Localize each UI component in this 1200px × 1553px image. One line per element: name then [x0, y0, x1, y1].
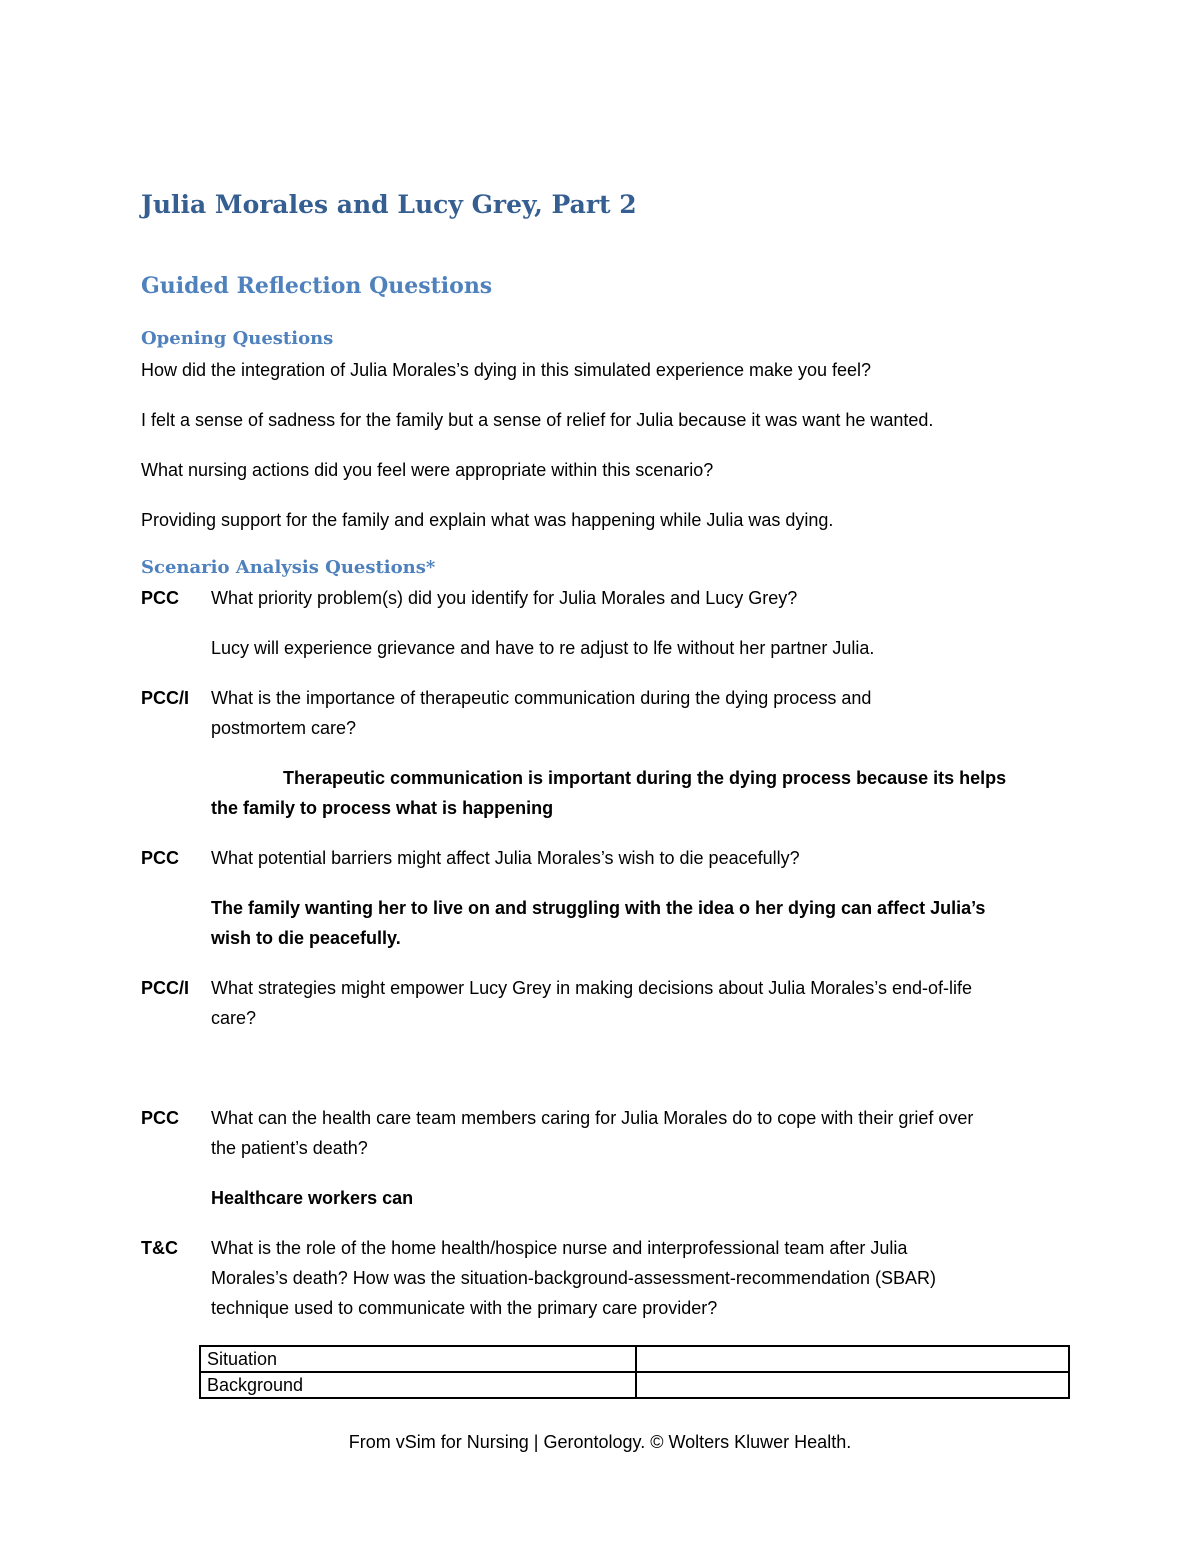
sbar-label-background: Background [200, 1372, 636, 1398]
table-row [200, 1372, 1069, 1398]
scenario-question: What potential barriers might affect Julia Morales’s wish to die peacefully? [211, 848, 800, 868]
table-row [200, 1346, 1069, 1372]
sbar-value-situation [636, 1346, 1069, 1372]
scenario-question-continued: technique used to communicate with the primary care provider? [211, 1298, 718, 1318]
opening-questions-heading: Opening Questions [141, 328, 334, 349]
question-tag: T&C [141, 1238, 178, 1258]
scenario-answer-continued: wish to die peacefully. [211, 928, 401, 948]
opening-question-2: What nursing actions did you feel were appropriate within this scenario? [141, 460, 714, 480]
scenario-question: What is the importance of therapeutic communication during the dying process and [211, 688, 872, 708]
scenario-answer: The family wanting her to live on and struggling with the idea o her dying can affect Julia’s [211, 898, 986, 918]
scenario-answer-continued: the family to process what is happening [211, 798, 554, 818]
sbar-label-situation: Situation [200, 1346, 636, 1372]
page-footer: From vSim for Nursing | Gerontology. © Wolters Kluwer Health. [348, 1432, 852, 1452]
question-tag: PCC [141, 588, 180, 608]
scenario-answer: Healthcare workers can [211, 1188, 414, 1208]
question-tag: PCC [141, 848, 180, 868]
scenario-question: What is the role of the home health/hospice nurse and interprofessional team after Julia [211, 1238, 908, 1258]
question-tag: PCC/I [141, 978, 190, 998]
scenario-question-continued: the patient’s death? [211, 1138, 368, 1158]
scenario-question-continued: care? [211, 1008, 257, 1028]
sbar-value-background [636, 1372, 1069, 1398]
scenario-question: What can the health care team members caring for Julia Morales do to cope with their grief over [211, 1108, 974, 1128]
sbar-table [199, 1345, 1070, 1399]
section-heading: Guided Reflection Questions [141, 273, 493, 299]
scenario-analysis-heading: Scenario Analysis Questions* [141, 557, 436, 578]
scenario-answer: Lucy will experience grievance and have to re adjust to lfe without her partner Julia. [211, 638, 875, 658]
scenario-question-continued: Morales’s death? How was the situation-background-assessment-recommendation (SBAR) [211, 1268, 937, 1288]
page-title: Julia Morales and Lucy Grey, Part 2 [141, 190, 637, 219]
opening-answer-1: I felt a sense of sadness for the family but a sense of relief for Julia because it was want he wanted. [141, 410, 934, 430]
scenario-question: What strategies might empower Lucy Grey in making decisions about Julia Morales’s end-of-life [211, 978, 973, 998]
opening-question-1: How did the integration of Julia Morales’s dying in this simulated experience make you feel? [141, 360, 872, 380]
question-tag: PCC/I [141, 688, 190, 708]
scenario-question: What priority problem(s) did you identify for Julia Morales and Lucy Grey? [211, 588, 798, 608]
question-tag: PCC [141, 1108, 180, 1128]
scenario-answer: Therapeutic communication is important during the dying process because its helps [283, 768, 1007, 788]
opening-answer-2: Providing support for the family and explain what was happening while Julia was dying. [141, 510, 834, 530]
scenario-question-continued: postmortem care? [211, 718, 357, 738]
